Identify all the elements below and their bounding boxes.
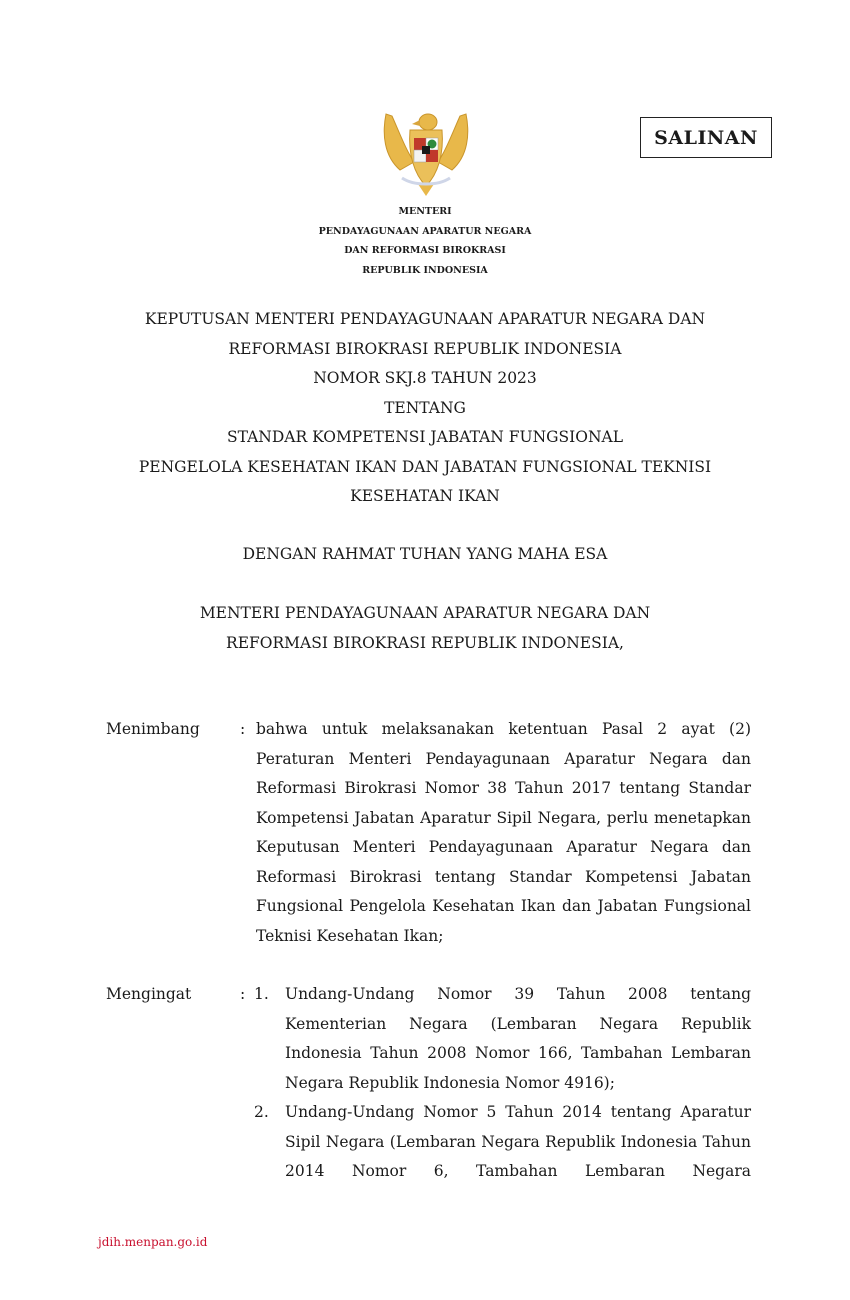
ministry-header-line: PENDAYAGUNAAN APARATUR NEGARA (318, 225, 532, 237)
mengingat-list (256, 980, 751, 1187)
minister-title-line: MENTERI PENDAYAGUNAAN APARATUR NEGARA DAN (199, 604, 651, 622)
ministry-header (250, 202, 600, 280)
blessing-line: DENGAN RAHMAT TUHAN YANG MAHA ESA (242, 545, 608, 563)
mengingat-section (106, 980, 751, 1187)
decree-number: NOMOR SKJ.8 TAHUN 2023 (313, 369, 537, 387)
title-line: REFORMASI BIROKRASI REPUBLIK INDONESIA (228, 339, 622, 358)
menimbang-section (106, 715, 751, 951)
title-line: KEPUTUSAN MENTERI PENDAYAGUNAAN APARATUR NEGARA DAN (144, 310, 706, 328)
salinan-stamp: SALINAN (640, 117, 772, 158)
colon: : (240, 985, 246, 1003)
decree-title (100, 305, 750, 512)
ministry-header-line: DAN REFORMASI BIROKRASI (344, 245, 506, 256)
list-item (256, 1098, 751, 1187)
title-line: PENGELOLA KESEHATAN IKAN DAN JABATAN FUNGSIONAL TEKNISI (138, 457, 712, 476)
title-line: STANDAR KOMPETENSI JABATAN FUNGSIONAL (226, 428, 624, 446)
title-line: KESEHATAN IKAN (350, 487, 500, 505)
list-text: Undang-Undang Nomor 39 Tahun 2008 tentang Kementerian Negara (Lembaran Negara Republik Indonesia Tahun 2008 Nomor 166, Tambahan Lembaran Negara Republik Indonesia Nomor 4916); (285, 985, 751, 1092)
list-item (256, 980, 751, 1098)
menimbang-text: bahwa untuk melaksanakan ketentuan Pasal 2 ayat (2) Peraturan Menteri Pendayagunaan Aparatur Negara dan Reformasi Birokrasi Nomor 38 Tahun 2017 tentang Standar Kompetensi Jabatan Aparatur Sipil Negara, perlu menetapkan Keputusan Menteri Pendayagunaan Aparatur Negara dan Reformasi Birokrasi tentang Standar Kompetensi Jabatan Fungsional Pengelola Kesehatan Ikan dan Jabatan Fungsional Teknisi Kesehatan Ikan; (256, 720, 751, 945)
ministry-header-line: REPUBLIK INDONESIA (362, 264, 488, 276)
menimbang-label: Menimbang (106, 720, 200, 738)
list-number: 1. (254, 985, 269, 1003)
colon: : (240, 720, 246, 738)
list-number: 2. (254, 1103, 269, 1121)
minister-title-line: REFORMASI BIROKRASI REPUBLIK INDONESIA, (226, 633, 624, 652)
mengingat-label: Mengingat (106, 985, 192, 1003)
title-line: TENTANG (384, 398, 466, 417)
ministry-header-line: MENTERI (398, 206, 452, 217)
garuda-emblem-icon (378, 104, 474, 202)
jdih-footer-link[interactable]: jdih.menpan.go.id (98, 1235, 208, 1249)
minister-title (100, 599, 750, 658)
list-text: Undang-Undang Nomor 5 Tahun 2014 tentang Aparatur Sipil Negara (Lembaran Negara Republik Indonesia Tahun 2014 Nomor 6, Tambahan Lembaran Negara (285, 1103, 751, 1180)
